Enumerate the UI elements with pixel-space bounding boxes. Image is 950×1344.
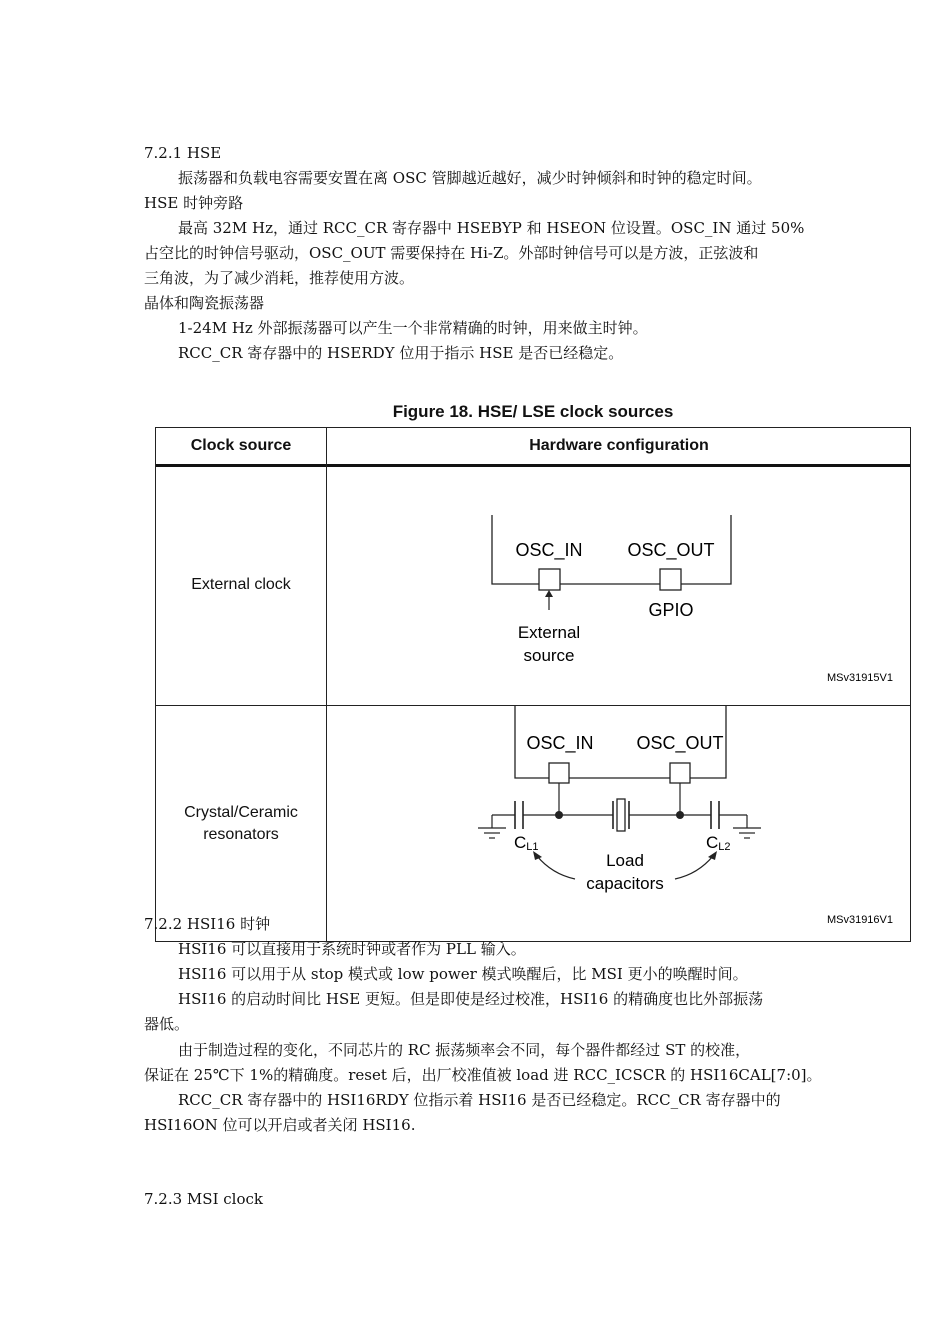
osc-out-pin xyxy=(670,763,690,783)
osc-out-pin xyxy=(660,569,681,590)
section-heading-hsi16: 7.2.2 HSI16 时钟 xyxy=(144,915,271,933)
subheading-hse-bypass: HSE 时钟旁路 xyxy=(144,194,244,212)
section-heading-hse: 7.2.1 HSE xyxy=(144,144,222,162)
row-label-crystal-line1: Crystal/Ceramic xyxy=(184,804,298,821)
figure-title: Figure 18. HSE/ LSE clock sources xyxy=(392,402,674,421)
paragraph-crystal-1: 1-24M Hz 外部振荡器可以产生一个非常精确的时钟，用来做主时钟。 xyxy=(178,319,648,337)
paragraph-hsi-2: HSI16 可以用于从 stop 模式或 low power 模式唤醒后，比 MSI 更小的唤醒时间。 xyxy=(178,965,748,983)
cl1-label-c: C xyxy=(514,833,527,852)
figure-ref-2: MSv31916V1 xyxy=(826,914,893,926)
paragraph-hsi-3-line1: HSI16 的启动时间比 HSE 更短。但是即使是经过校准，HSI16 的精确度也比外部振荡 xyxy=(178,990,764,1008)
arrow-to-cl2 xyxy=(675,856,713,879)
paragraph-hsi-3-line2: 器低。 xyxy=(144,1015,190,1033)
crystal-body xyxy=(617,799,625,831)
external-source-label-1: External xyxy=(517,623,581,642)
osc-out-label: OSC_OUT xyxy=(636,733,724,753)
paragraph-hsi-5-line2: HSI16ON 位可以开启或者关闭 HSI16. xyxy=(144,1116,416,1134)
row-label-crystal-line2: resonators xyxy=(203,826,279,843)
external-clock-diagram xyxy=(327,467,911,705)
arrow-to-cl1 xyxy=(537,856,575,879)
osc-in-label: OSC_IN xyxy=(515,540,583,560)
cl2-label-sub: L2 xyxy=(718,841,731,853)
cl2-label-c: C xyxy=(706,833,719,852)
gpio-label: GPIO xyxy=(648,600,694,620)
osc-out-label: OSC_OUT xyxy=(627,540,715,560)
paragraph-bypass-line1: 最高 32M Hz，通过 RCC_CR 寄存器中 HSEBYP 和 HSEON 位设置。OSC_IN 通过 50% xyxy=(178,219,805,237)
load-label-2: capacitors xyxy=(586,874,664,893)
paragraph-hsi-4-line2: 保证在 25℃下 1%的精确度。reset 后，出厂校准值被 load 进 RCC_ICSCR 的 HSI16CAL[7:0]。 xyxy=(144,1066,822,1084)
paragraph-bypass-line3: 三角波，为了减少消耗，推荐使用方波。 xyxy=(144,269,415,287)
cl1-label-sub: L1 xyxy=(526,841,539,853)
crystal-diagram xyxy=(327,706,911,942)
paragraph-hse-placement: 振荡器和负载电容需要安置在离 OSC 管脚越近越好，减少时钟倾斜和时钟的稳定时间。 xyxy=(178,169,762,187)
row-label-external-clock: External clock xyxy=(191,576,291,593)
osc-in-pin xyxy=(539,569,560,590)
paragraph-hsi-1: HSI16 可以直接用于系统时钟或者作为 PLL 输入。 xyxy=(178,940,526,958)
osc-in-label: OSC_IN xyxy=(526,733,594,753)
external-source-label-2: source xyxy=(523,646,575,665)
subheading-crystal: 晶体和陶瓷振荡器 xyxy=(144,294,265,312)
column-header-clock-source: Clock source xyxy=(190,437,292,454)
cl2-label xyxy=(706,833,731,853)
input-arrow-head xyxy=(545,590,553,597)
section-heading-msi: 7.2.3 MSI clock xyxy=(144,1190,263,1208)
paragraph-hsi-5-line1: RCC_CR 寄存器中的 HSI16RDY 位指示着 HSI16 是否已经稳定。RCC_CR 寄存器中的 xyxy=(178,1091,781,1109)
paragraph-bypass-line2: 占空比的时钟信号驱动，OSC_OUT 需要保持在 Hi-Z。外部时钟信号可以是方波，正弦波和 xyxy=(144,244,759,262)
figure-ref-1: MSv31915V1 xyxy=(826,672,893,684)
cl1-label xyxy=(514,833,539,853)
figure-table xyxy=(155,427,911,942)
load-label-1: Load xyxy=(606,851,644,870)
paragraph-crystal-2: RCC_CR 寄存器中的 HSERDY 位用于指示 HSE 是否已经稳定。 xyxy=(178,344,624,362)
row-label-crystal xyxy=(156,802,326,846)
osc-in-pin xyxy=(549,763,569,783)
column-header-hardware-config: Hardware configuration xyxy=(529,437,709,454)
paragraph-hsi-4-line1: 由于制造过程的变化，不同芯片的 RC 振荡频率会不同，每个器件都经过 ST 的校准， xyxy=(178,1041,751,1059)
arrow-to-cl2-head xyxy=(708,851,717,860)
